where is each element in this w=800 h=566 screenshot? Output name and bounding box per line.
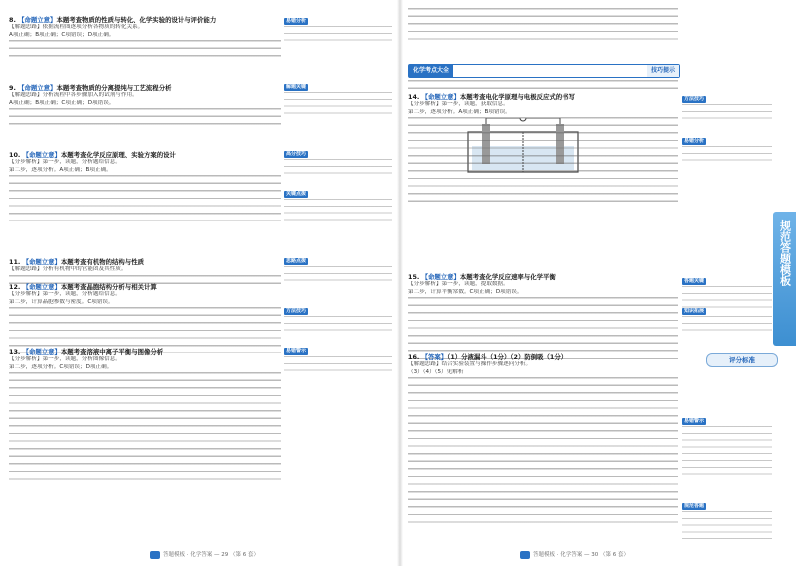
analysis-line: 【解题思路】分析流程中各步骤加入的试剂与作用。 — [9, 92, 138, 98]
side-note — [284, 348, 392, 355]
side-note — [284, 258, 392, 265]
side-note — [284, 151, 392, 158]
analysis-line: A项正确；B项正确；C项错误；D项正确。 — [9, 31, 115, 38]
note-label: 规范答题 — [684, 503, 705, 509]
question-14 — [408, 93, 678, 116]
analysis-line: 第二步，逐项分析。A项正确；B项正确。 — [9, 166, 112, 173]
note-label: 解题关键 — [286, 84, 307, 90]
question-stem: 8. 【命题立意】本题考查物质的性质与转化、化学实验的设计与评价能力 — [9, 16, 217, 24]
body-text — [9, 40, 281, 63]
question-10 — [9, 151, 281, 174]
note-label: 易错警示 — [286, 348, 307, 354]
note-label: 关键点拨 — [286, 191, 307, 197]
side-note — [284, 18, 392, 25]
analysis-line: 【分步解析】第一步，读题，分析题给信息。 — [9, 159, 121, 165]
analysis-line: 【分步解析】第一步，读题，分析图像信息。 — [9, 356, 121, 362]
continued-text — [408, 8, 678, 44]
side-note — [284, 308, 392, 315]
analysis-line: 【分步解析】第一步，读题，获取信息。 — [408, 101, 509, 107]
left-page — [0, 0, 398, 566]
question-stem: 16. 【答案】（1）分液漏斗（1分）（2）防倒吸（1分） — [408, 353, 568, 361]
note-label: 易错警示 — [684, 418, 705, 424]
question-16 — [408, 353, 678, 376]
side-note — [284, 191, 392, 198]
analysis-line: 第二步，计算晶胞参数与密度。C项错误。 — [9, 298, 114, 305]
right-page — [400, 0, 800, 566]
question-9 — [9, 84, 281, 107]
scoring-standard-pill: 评分标准 — [706, 353, 778, 367]
body-text — [9, 108, 281, 131]
brand-logo-icon — [520, 551, 530, 559]
question-stem: 12. 【命题立意】本题考查晶胞结构分析与相关计算 — [9, 283, 157, 291]
note-label: 答题关键 — [684, 278, 705, 284]
question-stem: 14. 【命题立意】本题考查电化学原理与电极反应式的书写 — [408, 93, 575, 101]
question-stem: 11. 【命题立意】本题考查有机物的结构与性质 — [9, 258, 144, 266]
analysis-line: 【分步解析】第一步，读题，分析题给信息。 — [9, 291, 121, 297]
knowledge-banner: 化学考点大全 技巧提示 — [408, 64, 680, 78]
question-stem: 15. 【命题立意】本题考查化学反应速率与化学平衡 — [408, 273, 556, 281]
side-note — [284, 84, 392, 91]
question-13 — [9, 348, 281, 371]
body-text — [9, 307, 281, 353]
note-label: 易错分析 — [684, 138, 705, 144]
side-note — [682, 308, 772, 315]
question-15 — [408, 273, 678, 296]
analysis-line: 【解题思路】分析有机物中的官能团及其性质。 — [9, 266, 127, 272]
body-text — [9, 175, 281, 221]
note-label: 知识拓展 — [684, 308, 705, 314]
question-stem: 9. 【命题立意】本题考查物质的分离提纯与工艺流程分析 — [9, 84, 172, 92]
note-label: 易错分析 — [286, 18, 307, 24]
side-note — [682, 278, 772, 285]
side-note — [682, 503, 772, 510]
analysis-line: 【分步解析】第一步，读题，提取数据。 — [408, 281, 509, 287]
analysis-line: 【解题思路】依据流程图逐项分析各物质的转化关系。 — [9, 24, 144, 30]
note-label: 方法技巧 — [286, 308, 307, 314]
left-footer: 答题模板 · 化学答案 — 29 （第 6 套） — [150, 550, 259, 559]
right-footer: 答题模板 · 化学答案 — 30 （第 6 套） — [520, 550, 629, 559]
analysis-line: 第二步，逐项分析。C项错误；D项正确。 — [9, 363, 113, 370]
body-text — [408, 117, 678, 208]
side-note — [682, 418, 772, 425]
brand-logo-icon — [150, 551, 160, 559]
question-12 — [9, 283, 281, 306]
body-text — [9, 372, 281, 486]
analysis-line: A项正确；B项正确；C项正确；D项错误。 — [9, 99, 115, 106]
note-label: 方法技巧 — [684, 96, 705, 102]
question-11 — [9, 258, 281, 274]
analysis-line: 【解题思路】结合实验装置与操作步骤逐问分析。 — [408, 361, 532, 367]
note-label: 思路点拨 — [286, 258, 307, 264]
analysis-line: （3）（4）（5）见解析 — [408, 368, 464, 375]
analysis-line: 第二步，逐项分析。A项正确；B项错误。 — [408, 108, 511, 115]
side-note — [682, 96, 772, 103]
question-stem: 13. 【命题立意】本题考查溶液中离子平衡与图像分析 — [9, 348, 164, 356]
body-text — [408, 377, 678, 529]
question-8 — [9, 16, 281, 39]
note-label: 高分技巧 — [286, 151, 307, 157]
question-stem: 10. 【命题立意】本题考查化学反应原理、实验方案的设计 — [9, 151, 176, 159]
analysis-line: 第二步，计算平衡常数。C项正确；D项错误。 — [408, 288, 523, 295]
side-note — [682, 138, 772, 145]
template-side-tab[interactable]: 规范答题模板 — [773, 212, 796, 346]
